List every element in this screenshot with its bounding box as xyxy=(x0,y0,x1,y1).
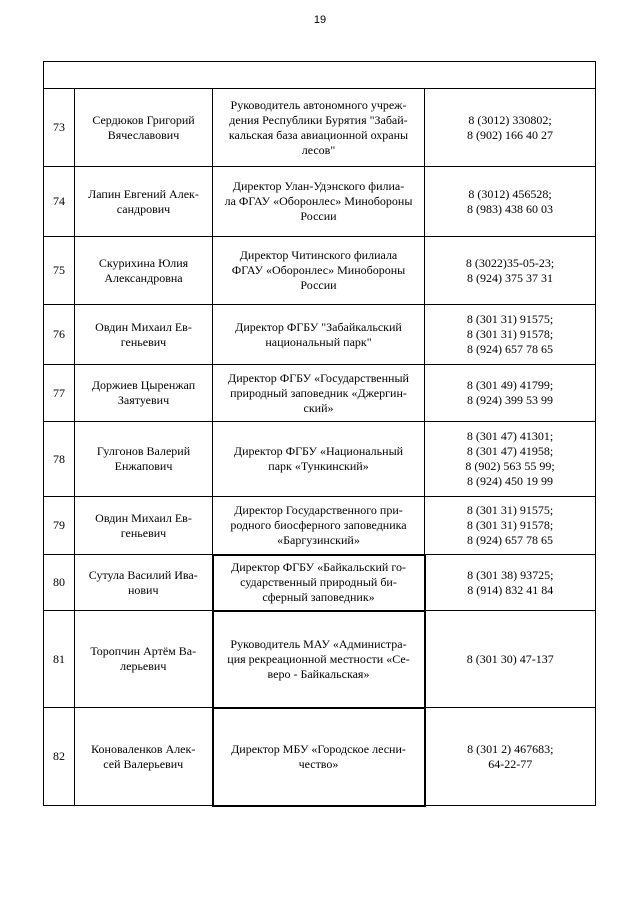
person-name: Торопчин Артём Ва- лерьевич xyxy=(75,611,213,708)
blank-header-cell xyxy=(44,62,596,89)
person-name: Овдин Михаил Ев- геньевич xyxy=(75,497,213,555)
position-title: Директор ФГБУ «Национальный парк «Тункинский» xyxy=(213,422,425,497)
person-name: Овдин Михаил Ев- геньевич xyxy=(75,305,213,365)
position-title: Директор ФГБУ «Байкальский го- сударственный природный би- сферный заповедник» xyxy=(213,555,425,611)
row-number: 75 xyxy=(44,237,75,305)
row-number: 73 xyxy=(44,89,75,167)
phone-numbers: 8 (301 31) 91575; 8 (301 31) 91578; 8 (924) 657 78 65 xyxy=(425,497,596,555)
position-title: Директор ФГБУ "Забайкальский национальный парк" xyxy=(213,305,425,365)
table-row xyxy=(44,611,596,708)
table-row xyxy=(44,365,596,422)
person-name: Лапин Евгений Алек- сандрович xyxy=(75,167,213,237)
table-row xyxy=(44,305,596,365)
page-number: 19 xyxy=(313,14,327,26)
table-row xyxy=(44,422,596,497)
position-title: Руководитель МАУ «Администра- ция рекреационной местности «Се- веро - Байкальская» xyxy=(213,611,425,708)
table-row xyxy=(44,708,596,806)
person-name: Сердюков Григорий Вячеславович xyxy=(75,89,213,167)
row-number: 74 xyxy=(44,167,75,237)
phone-numbers: 8 (301 30) 47-137 xyxy=(425,611,596,708)
table-row xyxy=(44,497,596,555)
row-number: 76 xyxy=(44,305,75,365)
phone-numbers: 8 (3012) 330802; 8 (902) 166 40 27 xyxy=(425,89,596,167)
person-name: Скурихина Юлия Александровна xyxy=(75,237,213,305)
row-number: 78 xyxy=(44,422,75,497)
person-name: Коноваленков Алек- сей Валерьевич xyxy=(75,708,213,806)
row-number: 81 xyxy=(44,611,75,708)
row-number: 79 xyxy=(44,497,75,555)
phone-numbers: 8 (3022)35-05-23; 8 (924) 375 37 31 xyxy=(425,237,596,305)
row-number: 82 xyxy=(44,708,75,806)
row-number: 80 xyxy=(44,555,75,611)
person-name: Гулгонов Валерий Енжапович xyxy=(75,422,213,497)
table-row xyxy=(44,89,596,167)
table-header-blank-row xyxy=(44,62,596,89)
phone-numbers: 8 (301 31) 91575; 8 (301 31) 91578; 8 (924) 657 78 65 xyxy=(425,305,596,365)
table-row xyxy=(44,167,596,237)
table-row xyxy=(44,237,596,305)
position-title: Директор МБУ «Городское лесни- чество» xyxy=(213,708,425,806)
position-title: Руководитель автономного учреж- дения Республики Бурятия "Забай- кальская база авиационной охраны лесов" xyxy=(213,89,425,167)
person-name: Сутула Василий Ива- нович xyxy=(75,555,213,611)
position-title: Директор Улан-Удэнского филиа- ла ФГАУ «Оборонлес» Минобороны России xyxy=(213,167,425,237)
phone-numbers: 8 (301 2) 467683; 64-22-77 xyxy=(425,708,596,806)
position-title: Директор Читинского филиала ФГАУ «Оборонлес» Минобороны России xyxy=(213,237,425,305)
contacts-table xyxy=(43,61,596,807)
phone-numbers: 8 (301 38) 93725; 8 (914) 832 41 84 xyxy=(425,555,596,611)
position-title: Директор ФГБУ «Государственный природный заповедник «Джергин- ский» xyxy=(213,365,425,422)
phone-numbers: 8 (301 49) 41799; 8 (924) 399 53 99 xyxy=(425,365,596,422)
person-name: Доржиев Цыренжап Заятуевич xyxy=(75,365,213,422)
phone-numbers: 8 (301 47) 41301; 8 (301 47) 41958; 8 (902) 563 55 99; 8 (924) 450 19 99 xyxy=(425,422,596,497)
row-number: 77 xyxy=(44,365,75,422)
phone-numbers: 8 (3012) 456528; 8 (983) 438 60 03 xyxy=(425,167,596,237)
table-row xyxy=(44,555,596,611)
position-title: Директор Государственного при- родного биосферного заповедника «Баргузинский» xyxy=(213,497,425,555)
